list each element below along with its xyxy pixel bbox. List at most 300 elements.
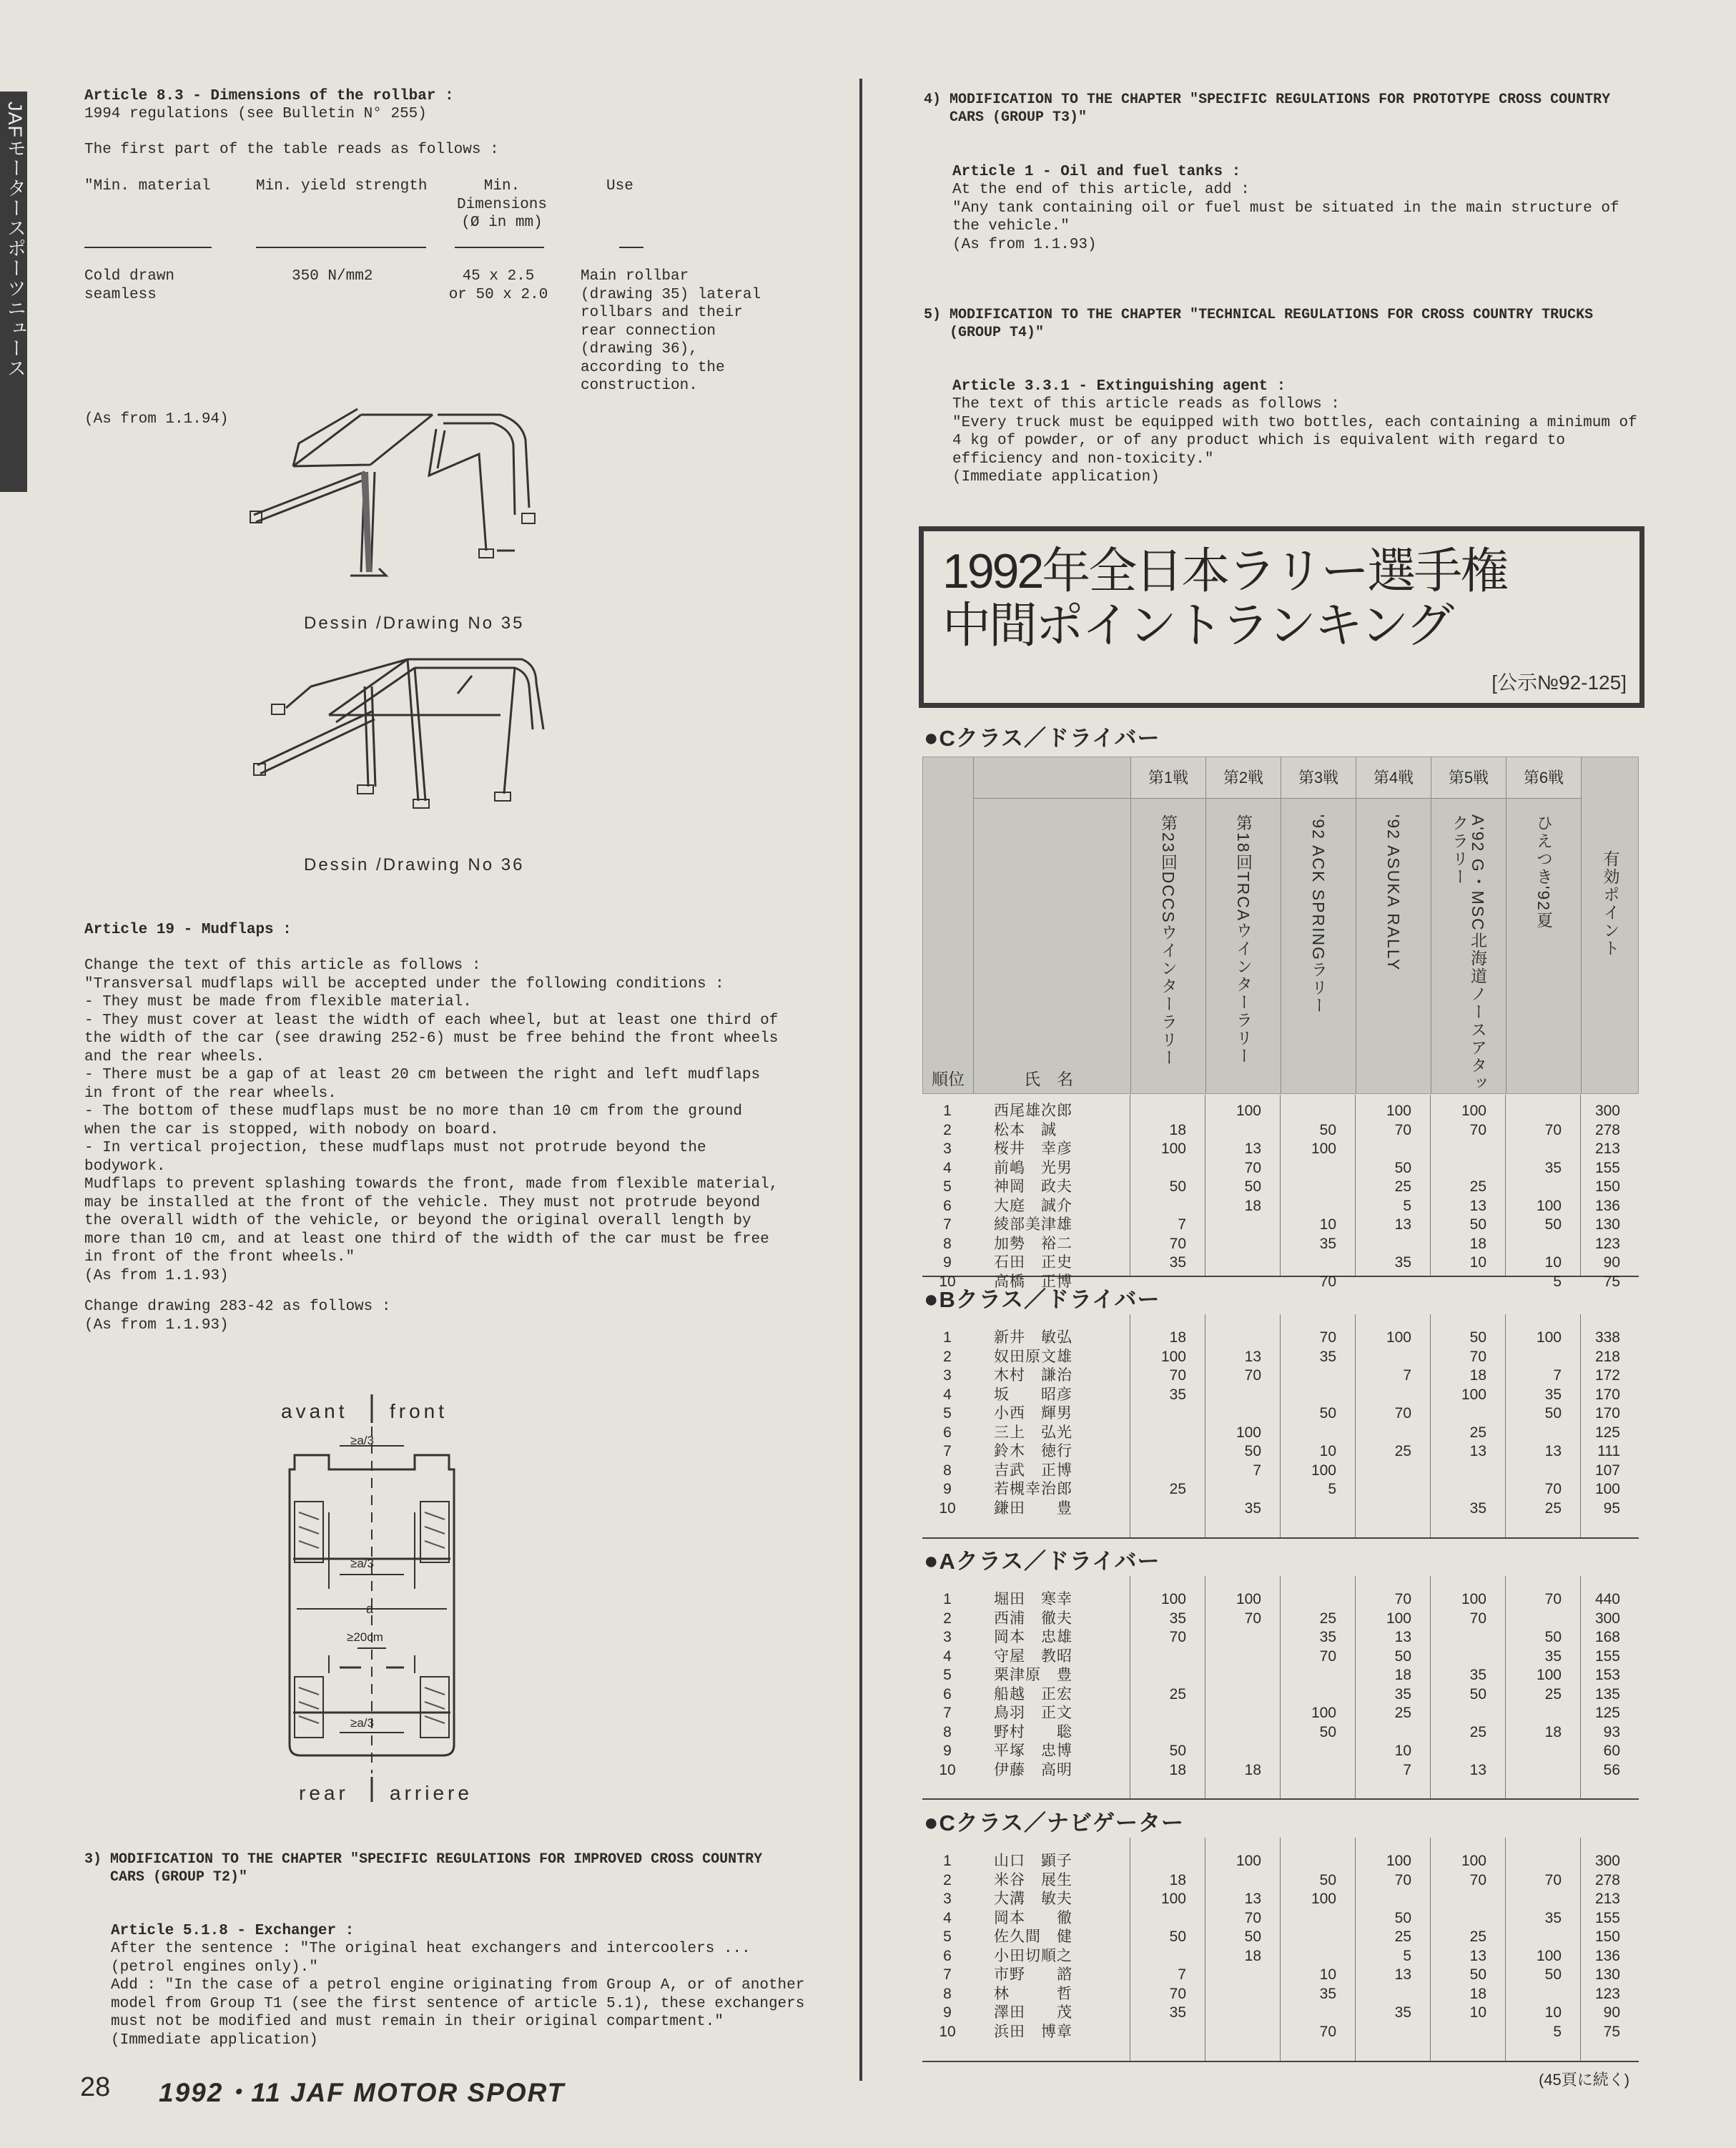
ranking-table-a-driver <box>922 1576 1639 1800</box>
driver-name: 堀田 寒幸 <box>994 1591 1072 1607</box>
driver-name: 高橋 正博 <box>994 1273 1072 1290</box>
round-4: 第4戦 <box>1356 757 1431 799</box>
round-5-points: 70 <box>1469 1610 1486 1627</box>
round-5-points: 50 <box>1469 1966 1486 1983</box>
round-6-points: 70 <box>1544 1591 1562 1607</box>
rule <box>455 247 544 248</box>
art1-body: At the end of this article, add : "Any tank containing oil or fuel must be situated in the main structure of the vehicle." (As from 1.1.93) <box>952 182 1619 253</box>
round-5-points: 25 <box>1469 1178 1486 1195</box>
label-a: a <box>366 1602 374 1616</box>
rank-cell: 1 <box>943 1853 952 1869</box>
round-5-points: 25 <box>1469 1424 1486 1441</box>
round-1-points: 50 <box>1169 1743 1186 1759</box>
round-5-points: 10 <box>1469 1254 1486 1271</box>
table-row <box>922 1480 1639 1499</box>
round-2-points: 100 <box>1236 1853 1261 1869</box>
table-row <box>922 1871 1639 1891</box>
round-4-points: 50 <box>1394 1647 1411 1665</box>
total-points: 130 <box>1594 1216 1620 1233</box>
label-a3-rear: ≥a/3 <box>350 1716 374 1730</box>
round-2-points: 13 <box>1244 1891 1261 1907</box>
th-material: "Min. material <box>84 178 211 194</box>
rank-cell: 2 <box>943 1871 952 1888</box>
table-row <box>922 1235 1639 1254</box>
total-points: 100 <box>1594 1481 1620 1497</box>
round-6-points: 10 <box>1544 1254 1562 1271</box>
round-6-points: 100 <box>1536 1947 1562 1964</box>
art331-body: The text of this article reads as follows : "Every truck must be equipped with two bottles, each containing a minimum of 4 kg of powder, or of any product which is equivalent with regard to efficiency and non-toxicity." (Immediate application) <box>952 396 1637 486</box>
th-use: Use <box>606 178 633 194</box>
round-1-points: 7 <box>1178 1216 1186 1233</box>
driver-name: 船越 正宏 <box>994 1685 1072 1703</box>
round-3-points: 5 <box>1328 1481 1336 1497</box>
round-3-points: 100 <box>1311 1891 1336 1907</box>
event-4: '92 ASUKA RALLY <box>1384 814 1403 972</box>
driver-name: 三上 弘光 <box>994 1424 1072 1441</box>
round-4-points: 70 <box>1394 1871 1411 1888</box>
round-3-points: 100 <box>1311 1140 1336 1157</box>
round-3-points: 70 <box>1319 1273 1336 1290</box>
round-3: 第3戦 <box>1281 757 1356 799</box>
round-4-points: 5 <box>1403 1197 1411 1214</box>
total-points: 155 <box>1594 1909 1620 1926</box>
round-6-points: 70 <box>1544 1871 1562 1888</box>
total-points: 136 <box>1594 1197 1620 1214</box>
round-6-col <box>1506 757 1581 1093</box>
total-points: 107 <box>1594 1462 1620 1479</box>
driver-name: 市野 諮 <box>994 1966 1072 1983</box>
ranking-table-header <box>922 757 1639 1094</box>
round-1-points: 50 <box>1169 1928 1186 1945</box>
round-6-points: 70 <box>1544 1481 1562 1497</box>
col-points-label: 有効ポイント <box>1601 850 1620 957</box>
total-points: 111 <box>1597 1443 1620 1459</box>
table-row <box>922 1329 1639 1348</box>
table-row <box>922 1442 1639 1462</box>
round-2-points: 70 <box>1244 1610 1261 1627</box>
round-2-points: 18 <box>1244 1947 1261 1964</box>
table-row <box>922 1928 1639 1947</box>
side-tab <box>0 92 27 492</box>
round-4-points: 35 <box>1394 2004 1411 2021</box>
round-4-points: 100 <box>1386 1329 1411 1346</box>
round-2-points: 35 <box>1244 1499 1261 1517</box>
round-1-points: 18 <box>1169 1121 1186 1138</box>
round-4-points: 13 <box>1394 1966 1411 1983</box>
section-title-text: Cクラス／ドライバー <box>939 726 1160 751</box>
total-points: 338 <box>1594 1329 1620 1346</box>
driver-name: 佐久間 健 <box>994 1928 1072 1945</box>
td-use: Main rollbar (drawing 35) lateral rollbars and their rear connection (drawing 36), according to the construction. <box>581 268 761 394</box>
total-points: 150 <box>1594 1178 1620 1195</box>
driver-name: 若槻幸治郎 <box>994 1481 1072 1497</box>
label-rear: rear <box>299 1782 349 1804</box>
round-1-points: 100 <box>1160 1591 1186 1607</box>
driver-name: 伊藤 高明 <box>994 1761 1072 1778</box>
round-3-points: 70 <box>1319 1329 1336 1346</box>
art331-title: Article 3.3.1 - Extinguishing agent : <box>952 378 1286 395</box>
table-row <box>922 1140 1639 1159</box>
round-4-points: 5 <box>1403 1947 1411 1964</box>
table-row <box>922 1610 1639 1629</box>
total-points: 278 <box>1594 1871 1620 1888</box>
rank-cell: 9 <box>943 1743 952 1759</box>
total-points: 300 <box>1594 1610 1620 1627</box>
round-6-points: 100 <box>1536 1329 1562 1346</box>
rank-cell: 6 <box>943 1947 952 1964</box>
total-points: 123 <box>1594 1235 1620 1252</box>
total-points: 218 <box>1594 1348 1620 1365</box>
driver-name: 小田切順之 <box>994 1947 1072 1964</box>
rank-cell: 3 <box>943 1367 952 1384</box>
round-5-points: 70 <box>1469 1871 1486 1888</box>
round-2-points: 18 <box>1244 1197 1261 1214</box>
table-row <box>922 1424 1639 1443</box>
label-a3-mid: ≥a/3 <box>350 1557 374 1570</box>
col-name <box>973 757 1130 1093</box>
section-3-heading: 3) MODIFICATION TO THE CHAPTER "SPECIFIC REGULATIONS FOR IMPROVED CROSS COUNTRY CARS (GROUP T2)" <box>84 1851 763 1886</box>
rank-cell: 9 <box>943 1254 952 1271</box>
round-4-points: 13 <box>1394 1629 1411 1645</box>
round-1-points: 35 <box>1169 1386 1186 1403</box>
total-points: 56 <box>1603 1761 1620 1778</box>
ranking-table-c-driver <box>922 1095 1639 1290</box>
total-points: 125 <box>1594 1705 1620 1721</box>
rank-cell: 10 <box>939 1761 956 1778</box>
round-4-points: 70 <box>1394 1591 1411 1607</box>
rank-cell: 3 <box>943 1891 952 1907</box>
rank-cell: 8 <box>943 1462 952 1479</box>
round-3-points: 50 <box>1319 1723 1336 1740</box>
art19-change: Change drawing 283-42 as follows : (As from 1.1.93) <box>84 1299 391 1334</box>
table-row <box>922 1909 1639 1928</box>
round-5-points: 13 <box>1469 1761 1486 1778</box>
round-6-points: 35 <box>1544 1159 1562 1176</box>
table-row <box>922 1666 1639 1685</box>
round-6-points: 50 <box>1544 1405 1562 1422</box>
round-3-points: 35 <box>1319 1629 1336 1645</box>
round-1-points: 25 <box>1169 1685 1186 1703</box>
table-row <box>922 1628 1639 1647</box>
rank-cell: 3 <box>943 1140 952 1157</box>
round-5-points: 35 <box>1469 1499 1486 1517</box>
round-6-points: 35 <box>1544 1647 1562 1665</box>
round-2: 第2戦 <box>1206 757 1281 799</box>
round-1-col <box>1130 757 1205 1093</box>
round-1-points: 35 <box>1169 1610 1186 1627</box>
round-3-points: 100 <box>1311 1462 1336 1479</box>
round-2-points: 100 <box>1236 1424 1261 1441</box>
round-1-points: 18 <box>1169 1761 1186 1778</box>
round-1: 第1戦 <box>1131 757 1205 799</box>
round-5-points: 100 <box>1461 1103 1486 1119</box>
total-points: 90 <box>1603 2004 1620 2021</box>
rank-cell: 5 <box>943 1178 952 1195</box>
event-3: '92 ACK SPRINGラリー <box>1309 814 1328 1015</box>
total-points: 300 <box>1594 1853 1620 1869</box>
round-6-points: 13 <box>1544 1443 1562 1459</box>
round-5-points: 18 <box>1469 1367 1486 1384</box>
driver-name: 鈴木 徳行 <box>994 1443 1072 1459</box>
round-3-points: 35 <box>1319 1985 1336 2002</box>
label-a3-front: ≥a/3 <box>350 1434 374 1447</box>
round-4-points: 10 <box>1394 1743 1411 1759</box>
rank-cell: 7 <box>943 1443 952 1459</box>
table-row <box>922 1366 1639 1386</box>
total-points: 60 <box>1603 1743 1620 1759</box>
round-4-points: 100 <box>1386 1853 1411 1869</box>
label-20cm: ≥20cm <box>347 1630 383 1644</box>
side-tab-label: JAFモータースポーツニュース <box>4 102 26 379</box>
round-2-points: 70 <box>1244 1909 1261 1926</box>
total-points: 170 <box>1594 1386 1620 1403</box>
rank-cell: 2 <box>943 1348 952 1365</box>
round-5-col <box>1431 757 1506 1093</box>
driver-name: 浜田 博章 <box>994 2023 1072 2040</box>
total-points: 170 <box>1594 1405 1620 1422</box>
round-6-points: 100 <box>1536 1197 1562 1214</box>
table-row <box>922 1499 1639 1519</box>
rank-cell: 9 <box>943 1481 952 1497</box>
art19-body: Change the text of this article as follows : "Transversal mudflaps will be accepted under the following conditions : - They must be made from flexible material. - They must cover at least the width of each wheel, but at least one third of the width of the car (see drawing 252-6) must be free behind the front wheels and the rear wheels. - There must be a gap of at least 20 cm between the right and left mudflaps in front of the rear wheels. - The bottom of these mudflaps must be no more than 10 cm from the ground when the car is stopped, with nobody on board. - In vertical projection, these mudflaps must not protrude beyond the bodywork. Mudflaps to prevent splashing towards the front, made from flexible material, may be installed at the front of the vehicle. They must not protrude beyond the overall width of the vehicle, or beyond the original overall length by more than 10 cm, and at least one third of the width of the car must be free in front of the front wheels." (As from 1.1.93) <box>84 957 779 1284</box>
driver-name: 岡本 徹 <box>994 1909 1072 1926</box>
event-1: 第23回DCCSウインターラリー <box>1159 814 1178 1067</box>
round-4-points: 100 <box>1386 1610 1411 1627</box>
rank-cell: 7 <box>943 1216 952 1233</box>
section-title: ●Cクラス／ドライバー <box>924 724 1160 752</box>
round-5-points: 100 <box>1461 1853 1486 1869</box>
rule <box>619 247 643 248</box>
round-6-points: 50 <box>1544 1966 1562 1983</box>
rank-cell: 8 <box>943 1235 952 1252</box>
round-5-points: 50 <box>1469 1216 1486 1233</box>
driver-name: 桜井 幸彦 <box>994 1140 1072 1157</box>
round-6-points: 25 <box>1544 1499 1562 1517</box>
round-3-points: 10 <box>1319 1966 1336 1983</box>
section-4-heading: 4) MODIFICATION TO THE CHAPTER "SPECIFIC REGULATIONS FOR PROTOTYPE CROSS COUNTRY CARS (GROUP T3)" <box>924 92 1611 126</box>
rank-cell: 10 <box>939 1273 956 1290</box>
round-1-points: 25 <box>1169 1481 1186 1497</box>
round-4-points: 35 <box>1394 1685 1411 1703</box>
rank-cell: 2 <box>943 1610 952 1627</box>
round-4-points: 25 <box>1394 1178 1411 1195</box>
drawing-36-caption: Dessin /Drawing No 36 <box>304 855 525 875</box>
table-row <box>922 1947 1639 1966</box>
table-row <box>922 1685 1639 1705</box>
round-4-points: 25 <box>1394 1928 1411 1945</box>
driver-name: 林 哲 <box>994 1985 1072 2002</box>
driver-name: 大庭 誠介 <box>994 1197 1072 1214</box>
table-row <box>922 1742 1639 1761</box>
total-points: 213 <box>1594 1891 1620 1907</box>
driver-name: 坂 昭彦 <box>994 1386 1072 1403</box>
driver-name: 岡本 忠雄 <box>994 1629 1072 1645</box>
art83-subtitle: 1994 regulations (see Bulletin N° 255) <box>84 106 427 122</box>
rank-cell: 10 <box>939 1499 956 1517</box>
table-row <box>922 1761 1639 1780</box>
driver-name: 新井 敏弘 <box>994 1329 1072 1346</box>
rank-cell: 9 <box>943 2004 952 2021</box>
art83-title: Article 8.3 - Dimensions of the rollbar : <box>84 88 454 104</box>
round-4-points: 70 <box>1394 1405 1411 1422</box>
round-1-points: 18 <box>1169 1871 1186 1888</box>
round-5-points: 25 <box>1469 1928 1486 1945</box>
driver-name: 米谷 展生 <box>994 1871 1072 1888</box>
round-6-points: 35 <box>1544 1909 1562 1926</box>
art518-title: Article 5.1.8 - Exchanger : <box>111 1923 355 1939</box>
driver-name: 守屋 教昭 <box>994 1647 1072 1665</box>
round-1-points: 100 <box>1160 1140 1186 1157</box>
rule <box>84 247 212 248</box>
round-2-points: 100 <box>1236 1591 1261 1607</box>
art19-title: Article 19 - Mudflaps : <box>84 922 292 938</box>
rank-cell: 6 <box>943 1197 952 1214</box>
round-2-points: 13 <box>1244 1140 1261 1157</box>
round-4-points: 50 <box>1394 1159 1411 1176</box>
round-6-points: 18 <box>1544 1723 1562 1740</box>
art1-title: Article 1 - Oil and fuel tanks : <box>952 164 1241 180</box>
round-3-points: 35 <box>1319 1348 1336 1365</box>
round-2-points: 70 <box>1244 1367 1261 1384</box>
continued-note: (45頁に続く) <box>1539 2071 1630 2089</box>
driver-name: 西浦 徹夫 <box>994 1610 1072 1627</box>
round-2-points: 18 <box>1244 1761 1261 1778</box>
round-1-points: 18 <box>1169 1329 1186 1346</box>
table-row <box>922 1590 1639 1610</box>
round-3-points: 70 <box>1319 1647 1336 1665</box>
points-col <box>1581 757 1639 1093</box>
round-5-points: 13 <box>1469 1947 1486 1964</box>
round-6-points: 5 <box>1553 2023 1562 2040</box>
rank-cell: 5 <box>943 1405 952 1422</box>
round-3-points: 70 <box>1319 2023 1336 2040</box>
round-5-points: 50 <box>1469 1329 1486 1346</box>
total-points: 123 <box>1594 1985 1620 2002</box>
rank-cell: 1 <box>943 1103 952 1119</box>
round-5-points: 13 <box>1469 1197 1486 1214</box>
round-3-points: 10 <box>1319 1443 1336 1459</box>
driver-name: 栗津原 豊 <box>994 1667 1072 1683</box>
round-5-points: 10 <box>1469 2004 1486 2021</box>
round-6-points: 35 <box>1544 1386 1562 1403</box>
round-4-points: 50 <box>1394 1909 1411 1926</box>
round-6-points: 50 <box>1544 1216 1562 1233</box>
round-5-points: 100 <box>1461 1591 1486 1607</box>
round-5-points: 25 <box>1469 1723 1486 1740</box>
label-front: front <box>390 1400 448 1422</box>
total-points: 440 <box>1594 1591 1620 1607</box>
driver-name: 野村 聡 <box>994 1723 1072 1740</box>
table-row <box>922 1159 1639 1178</box>
driver-name: 奴田原文雄 <box>994 1348 1072 1365</box>
event-2: 第18回TRCAウインターラリー <box>1234 814 1253 1065</box>
round-5-points: 70 <box>1469 1121 1486 1138</box>
table-row <box>922 1966 1639 1985</box>
driver-name: 澤田 茂 <box>994 2004 1072 2021</box>
rank-cell: 4 <box>943 1909 952 1926</box>
td-material: Cold drawn seamless <box>84 268 175 303</box>
round-5-points: 50 <box>1469 1685 1486 1703</box>
round-3-points: 50 <box>1319 1871 1336 1888</box>
total-points: 168 <box>1594 1629 1620 1645</box>
driver-name: 鎌田 豊 <box>994 1499 1072 1517</box>
driver-name: 松本 誠 <box>994 1121 1057 1138</box>
round-1-points: 70 <box>1169 1367 1186 1384</box>
banner-title: 1992年全日本ラリー選手権 中間ポイントランキング <box>942 544 1507 653</box>
round-2-points: 50 <box>1244 1928 1261 1945</box>
label-arriere: arriere <box>390 1782 473 1804</box>
td-yield: 350 N/mm2 <box>292 268 373 285</box>
round-2-points: 13 <box>1244 1348 1261 1365</box>
round-4-points: 7 <box>1403 1761 1411 1778</box>
section-5-heading: 5) MODIFICATION TO THE CHAPTER "TECHNICAL REGULATIONS FOR CROSS COUNTRY TRUCKS (GROUP T4)" <box>924 307 1594 341</box>
driver-name: 加勢 裕二 <box>994 1235 1072 1252</box>
rule <box>256 247 426 248</box>
round-6: 第6戦 <box>1506 757 1581 799</box>
total-points: 135 <box>1594 1685 1620 1703</box>
table-row <box>922 1647 1639 1667</box>
driver-name: 小西 輝男 <box>994 1405 1072 1422</box>
col-rank-label: 順位 <box>932 1070 965 1088</box>
total-points: 136 <box>1594 1947 1620 1964</box>
driver-name: 綾部美津雄 <box>994 1216 1072 1233</box>
round-6-points: 25 <box>1544 1685 1562 1703</box>
rank-cell: 10 <box>939 2023 956 2040</box>
round-6-points: 100 <box>1536 1667 1562 1683</box>
total-points: 172 <box>1594 1367 1620 1384</box>
rank-cell: 7 <box>943 1966 952 1983</box>
total-points: 95 <box>1603 1499 1620 1517</box>
driver-name: 鳥羽 正文 <box>994 1705 1072 1721</box>
rank-cell: 5 <box>943 1667 952 1683</box>
round-5-points: 18 <box>1469 1985 1486 2002</box>
table-row <box>922 1890 1639 1909</box>
th-dims: Min. Dimensions (Ø in mm) <box>456 178 548 231</box>
round-1-points: 50 <box>1169 1178 1186 1195</box>
th-yield: Min. yield strength <box>256 178 428 194</box>
round-4-points: 100 <box>1386 1103 1411 1119</box>
table-row <box>922 1348 1639 1367</box>
driver-name: 山口 顕子 <box>994 1853 1072 1869</box>
label-avant: avant <box>281 1400 348 1422</box>
total-points: 278 <box>1594 1121 1620 1138</box>
rank-cell: 4 <box>943 1647 952 1665</box>
round-1-points: 100 <box>1160 1348 1186 1365</box>
page-number: 28 <box>80 2072 111 2102</box>
event-6: ひえつき'92夏 <box>1534 814 1553 930</box>
table-row <box>922 1178 1639 1197</box>
round-2-col <box>1205 757 1281 1093</box>
col-name-label: 氏 名 <box>1024 1070 1073 1088</box>
round-2-points: 100 <box>1236 1103 1261 1119</box>
table-row <box>922 1985 1639 2004</box>
driver-name: 前嶋 光男 <box>994 1159 1072 1176</box>
ranking-table-b-driver <box>922 1314 1639 1539</box>
rank-cell: 5 <box>943 1928 952 1945</box>
magazine-title: 1992・11 JAF MOTOR SPORT <box>159 2078 566 2107</box>
round-3-points: 50 <box>1319 1121 1336 1138</box>
rollbar-drawing-36 <box>243 644 579 829</box>
round-5-points: 70 <box>1469 1348 1486 1365</box>
banner-code: [公示№92-125] <box>1491 671 1627 694</box>
round-1-points: 70 <box>1169 1985 1186 2002</box>
round-5-points: 18 <box>1469 1235 1486 1252</box>
round-2-points: 7 <box>1253 1462 1261 1479</box>
section-title: ●Cクラス／ナビゲーター <box>924 1809 1185 1836</box>
table-row <box>922 1704 1639 1723</box>
round-3-points: 25 <box>1319 1610 1336 1627</box>
driver-name: 西尾雄次郎 <box>994 1103 1072 1119</box>
